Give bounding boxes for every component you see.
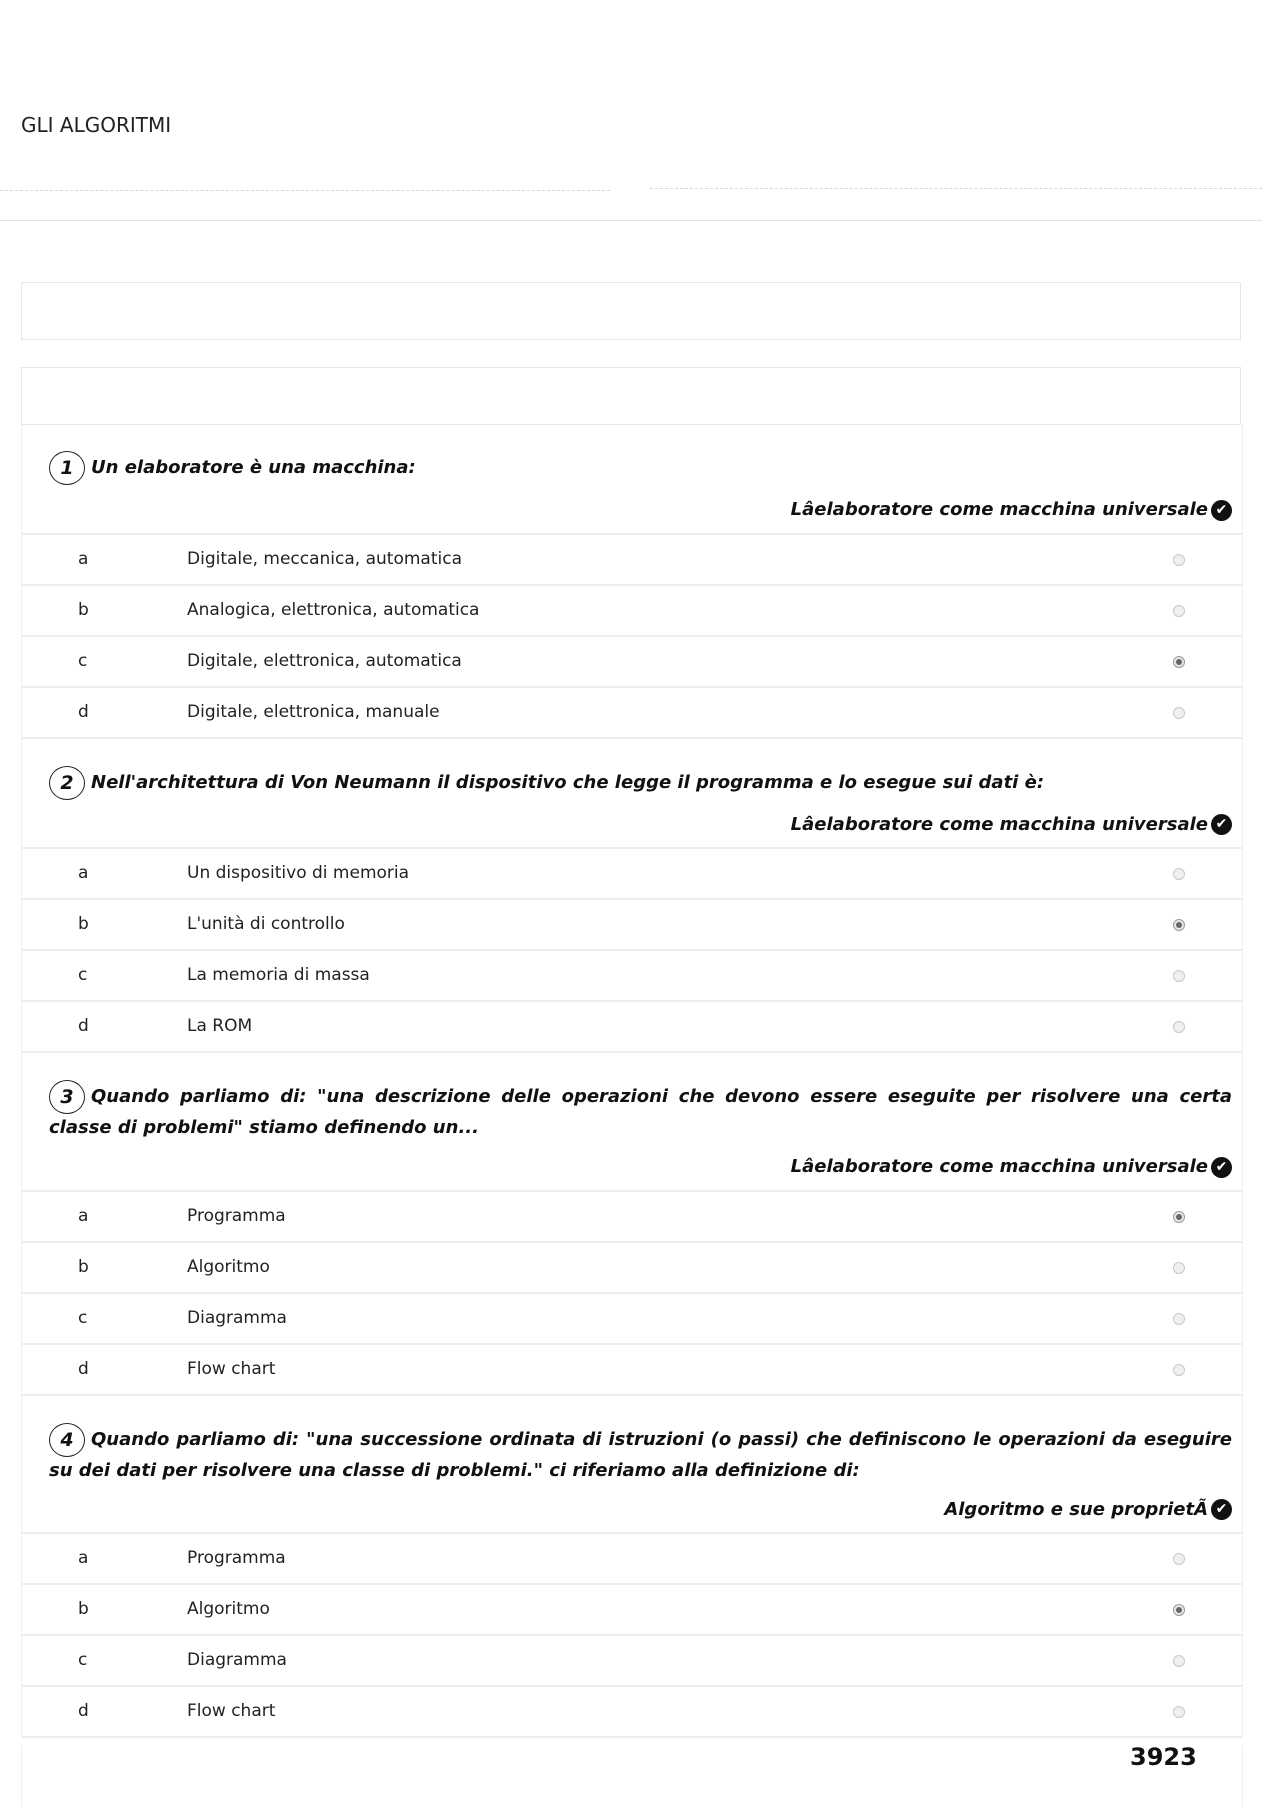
question-text [22,1053,1242,1142]
divider-dashed-left [0,190,610,191]
divider-dashed-right [650,188,1262,189]
question-topic [22,1485,1242,1535]
option-text: Digitale, meccanica, automatica [187,548,462,569]
topic-label: Lâelaboratore come macchina universale [790,1156,1208,1177]
quiz-list [21,424,1243,1738]
option-letter: c [78,650,88,671]
option-text: Algoritmo [187,1599,270,1619]
question-label: Quando parliamo di: "una successione ordinata di istruzioni (o passi) che definiscono le operazioni da eseguire su dei dati per risolvere una classe di problemi." ci riferiamo alla definizione di: [49,1428,1232,1481]
answer-option[interactable] [22,1243,1242,1294]
answer-option[interactable] [22,586,1242,637]
radio-button-icon[interactable] [1173,1211,1185,1223]
option-letter: a [78,548,89,569]
topic-label: Algoritmo e sue proprietÃ [944,1498,1208,1520]
question-topic [22,800,1242,850]
question-number: 1 [49,451,85,485]
radio-button-icon[interactable] [1173,1655,1185,1667]
option-text: Analogica, elettronica, automatica [187,599,480,620]
answer-option[interactable] [22,1687,1242,1738]
option-letter: b [78,1599,89,1619]
question-label: Nell'architettura di Von Neumann il dispositivo che legge il programma e lo esegue sui dati è: [91,771,1045,793]
question-number: 3 [49,1080,85,1114]
check-circle-icon: ✔ [1211,500,1232,521]
answer-option[interactable] [22,1636,1242,1687]
option-letter: a [78,1548,89,1568]
question-label: Un elaboratore è una macchina: [91,457,416,478]
answer-option[interactable] [22,1002,1242,1053]
option-text: Diagramma [187,1650,287,1670]
answer-option[interactable] [22,688,1242,739]
option-text: Diagramma [187,1307,287,1328]
answer-option[interactable] [22,535,1242,586]
option-letter: d [78,1358,89,1379]
radio-button-icon[interactable] [1173,970,1185,982]
option-text: Programma [187,1205,286,1226]
answer-option[interactable] [22,637,1242,688]
radio-button-icon[interactable] [1173,868,1185,880]
question-text [22,739,1242,800]
radio-button-icon[interactable] [1173,707,1185,719]
radio-button-icon[interactable] [1173,919,1185,931]
question-block [22,424,1242,739]
option-letter: a [78,863,89,883]
option-text: La ROM [187,1016,253,1036]
radio-button-icon[interactable] [1173,656,1185,668]
question-number: 4 [49,1423,85,1457]
radio-button-icon[interactable] [1173,605,1185,617]
answer-option[interactable] [22,1345,1242,1396]
option-text: Flow chart [187,1701,276,1721]
option-text: La memoria di massa [187,965,370,985]
option-letter: a [78,1205,89,1226]
answer-option[interactable] [22,1534,1242,1585]
question-block [22,739,1242,1054]
option-letter: b [78,1256,89,1277]
radio-button-icon[interactable] [1173,1313,1185,1325]
page-title: GLI ALGORITMI [21,113,172,137]
radio-button-icon[interactable] [1173,1021,1185,1033]
option-text: Algoritmo [187,1256,270,1277]
option-text: Programma [187,1548,286,1568]
question-topic [22,1142,1242,1192]
option-letter: c [78,965,88,985]
option-text: L'unità di controllo [187,914,345,934]
option-letter: c [78,1650,88,1670]
answer-option[interactable] [22,849,1242,900]
question-label: Quando parliamo di: "una descrizione delle operazioni che devono essere eseguite per risolvere una certa classe di problemi" stiamo definendo un... [49,1086,1232,1138]
option-text: Flow chart [187,1358,276,1379]
option-text: Un dispositivo di memoria [187,863,410,883]
answer-option[interactable] [22,1294,1242,1345]
radio-button-icon[interactable] [1173,1604,1185,1616]
check-circle-icon: ✔ [1211,1157,1232,1178]
question-number: 2 [49,766,85,800]
answer-option[interactable] [22,951,1242,1002]
question-block [22,1053,1242,1396]
option-letter: b [78,599,89,620]
question-text [22,1396,1242,1485]
answer-option[interactable] [22,1192,1242,1243]
radio-button-icon[interactable] [1173,1706,1185,1718]
radio-button-icon[interactable] [1173,1262,1185,1274]
option-letter: b [78,914,89,934]
option-text: Digitale, elettronica, manuale [187,701,440,722]
option-letter: d [78,1701,89,1721]
question-text [22,424,1242,485]
radio-button-icon[interactable] [1173,1364,1185,1376]
radio-button-icon[interactable] [1173,554,1185,566]
quiz-header-panel [21,367,1241,425]
option-letter: c [78,1307,88,1328]
topic-label: Lâelaboratore come macchina universale [790,499,1208,520]
answer-option[interactable] [22,900,1242,951]
check-circle-icon: ✔ [1211,1499,1232,1520]
radio-button-icon[interactable] [1173,1553,1185,1565]
divider [0,220,1262,221]
check-circle-icon: ✔ [1211,814,1232,835]
answer-option[interactable] [22,1585,1242,1636]
option-letter: d [78,1016,89,1036]
question-topic [22,485,1242,535]
option-letter: d [78,701,89,722]
option-text: Digitale, elettronica, automatica [187,650,462,671]
page-number: 3923 [1130,1743,1197,1771]
empty-panel [21,282,1241,340]
quiz-footer [21,1746,1243,1806]
question-block [22,1396,1242,1739]
topic-label: Lâelaboratore come macchina universale [790,813,1208,835]
